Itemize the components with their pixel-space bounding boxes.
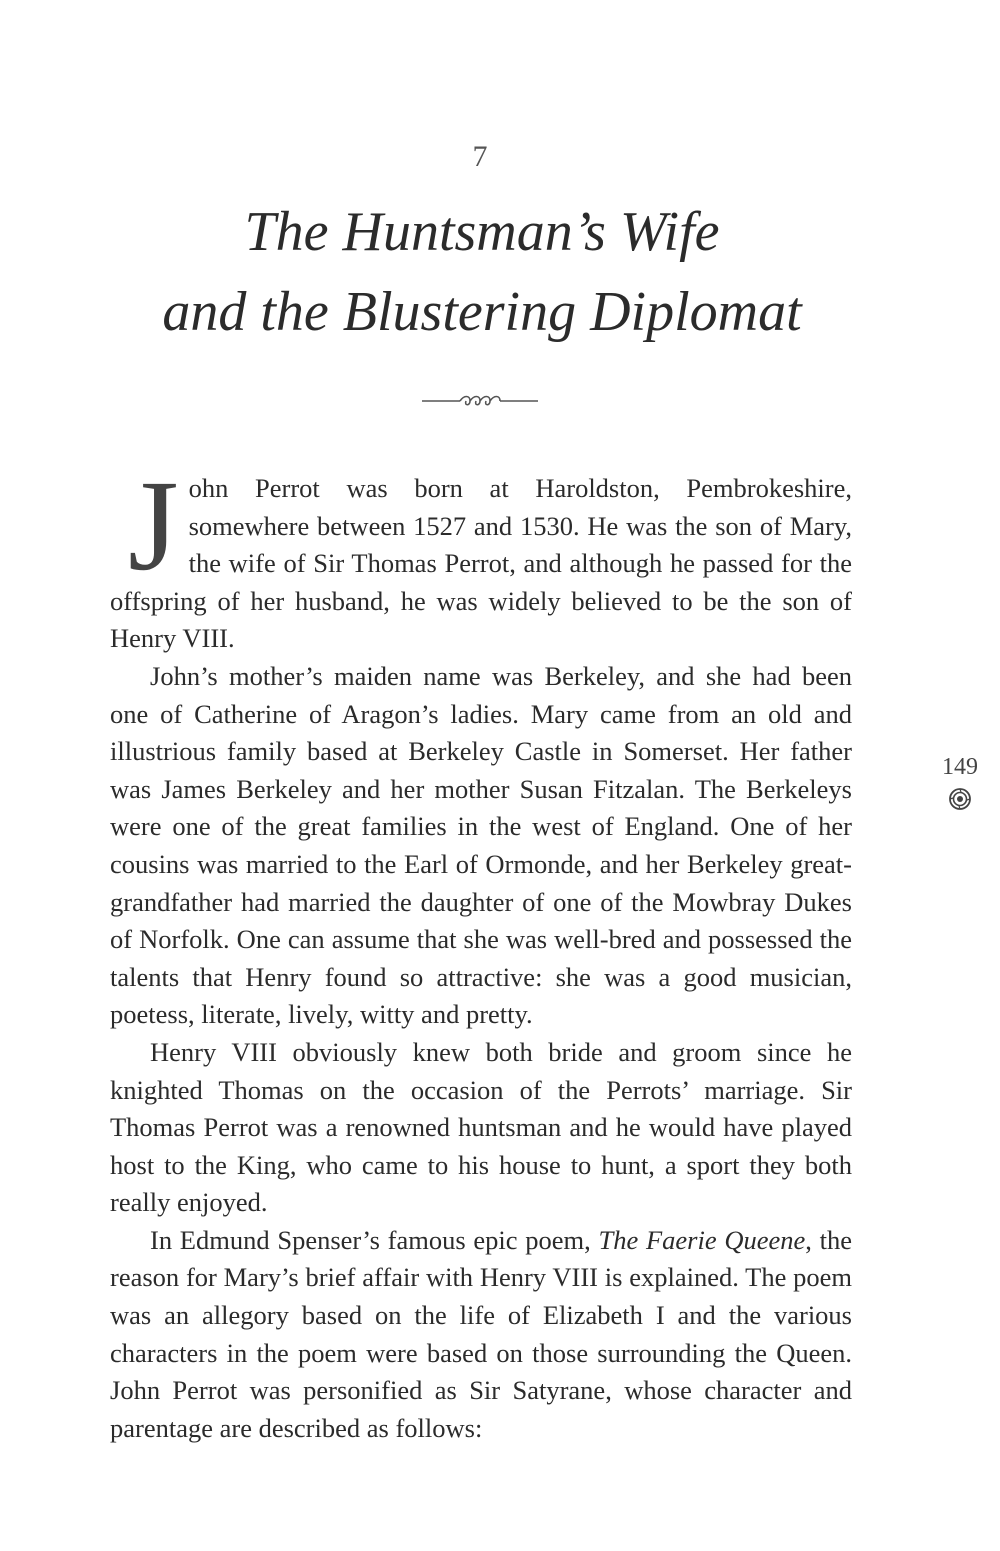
paragraph-4-text-a: In Edmund Spenser’s famous epic poem, — [150, 1224, 599, 1255]
drop-cap: J — [128, 454, 179, 598]
paragraph-4 — [110, 1222, 852, 1448]
book-title: The Faerie Queene — [598, 1224, 806, 1255]
chapter-title-line-1: The Huntsman’s Wife — [244, 201, 720, 263]
chapter-number: 7 — [472, 140, 488, 173]
paragraph-4-text-b: , the reason for Mary’s brief affair with Henry VIII is explained. The poem was an allegory based on the life of Elizabeth I and the various characters in the poem were based on those surrounding the Queen. John Perrot was personified as Sir Satyrane, whose character and parentage are described as follows: — [110, 1224, 852, 1443]
body-text — [110, 454, 852, 1447]
paragraph-3: Henry VIII obviously knew both bride and groom since he knighted Thomas on the occasion of the Perrots’ marriage. Sir Thomas Perrot was a renowned huntsman and he would have played host to the King, who came to his house to hunt, a sport they both really enjoyed. — [110, 1036, 852, 1218]
chapter-title — [0, 192, 964, 352]
paragraph-1-text: ohn Perrot was born at Haroldston, Pembrokeshire, somewhere between 1527 and 1530. He was the son of Mary, the wife of Sir Thomas Perrot, and although he passed for the offspring of her husband, he was widely believed to be the son of Henry VIII. — [110, 473, 852, 654]
paragraph-2: John’s mother’s maiden name was Berkeley, and she had been one of Catherine of Aragon’s ladies. Mary came from an old and illustrious family based at Berkeley Castle in Somerset. Her father was James Berkeley and her mother Susan Fitzalan. The Berkeleys were one of the great families in the west of England. One of her cousins was married to the Earl of Ormonde, and her Berkeley great-grandfather had married the daughter of one of the Mowbray Dukes of Norfolk. One can assume that she was well-bred and possessed the talents that Henry found so attractive: she was a good musician, poetess, literate, lively, witty and pretty. — [110, 660, 852, 1030]
tudor-rose-icon — [948, 787, 972, 811]
chapter-title-line-2: and the Blustering Diplomat — [162, 281, 802, 343]
scroll-ornament-icon — [420, 392, 540, 410]
page-number: 149 — [942, 754, 978, 780]
paragraph-1 — [110, 454, 852, 658]
